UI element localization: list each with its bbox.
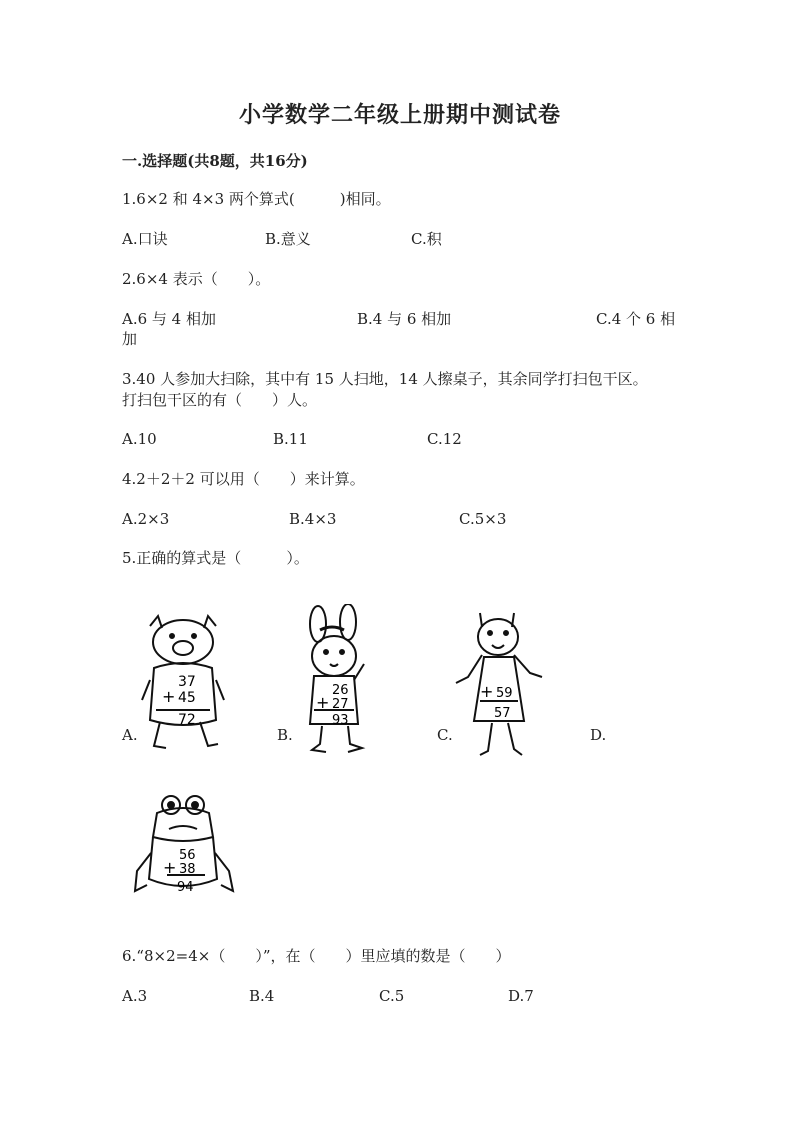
question-1-option-a[interactable]: A.口诀 — [122, 230, 168, 248]
question-6-option-d[interactable]: D.7 — [508, 987, 534, 1005]
rabbit-operator: + — [316, 693, 330, 712]
frog-drawing — [133, 793, 237, 905]
question-1-option-c[interactable]: C.积 — [411, 230, 442, 248]
question-3-option-a[interactable]: A.10 — [122, 430, 157, 448]
frog-result: 94 — [177, 880, 194, 895]
question-5-option-c[interactable]: C. — [437, 726, 453, 744]
question-3-option-b[interactable]: B.11 — [273, 430, 308, 448]
cat-drawing — [452, 605, 546, 761]
question-5-option-a[interactable]: A. — [122, 726, 138, 744]
frog-figure — [133, 793, 237, 905]
question-5-stem: 5.正确的算式是（ ）。 — [122, 549, 309, 567]
question-6-option-a[interactable]: A.3 — [122, 987, 148, 1005]
question-5-option-d[interactable]: D. — [590, 726, 607, 744]
question-1-option-b[interactable]: B.意义 — [265, 230, 311, 248]
question-6-option-c[interactable]: C.5 — [379, 987, 405, 1005]
rabbit-top-number: 26 — [332, 683, 349, 698]
rabbit-result: 93 — [332, 713, 349, 728]
question-3-stem-line-1: 3.40 人参加大扫除，其中有 15 人扫地，14 人擦桌子，其余同学打扫包干区。 — [122, 370, 648, 388]
section-heading: 一.选择题(共8题，共16分) — [122, 152, 308, 170]
pig-figure — [138, 610, 228, 760]
frog-operator: + — [163, 858, 177, 877]
frog-top-number: 56 — [179, 848, 196, 863]
pig-bottom-number: 45 — [178, 690, 196, 706]
question-4-option-b[interactable]: B.4×3 — [289, 510, 337, 528]
question-6-option-b[interactable]: B.4 — [249, 987, 275, 1005]
question-3-stem-line-2: 打扫包干区的有（ ）人。 — [122, 391, 318, 409]
frog-bottom-number: 38 — [179, 862, 196, 877]
pig-result: 72 — [178, 712, 196, 728]
question-4-stem: 4.2＋2＋2 可以用（ ）来计算。 — [122, 470, 365, 488]
question-2-option-c-wrap: 加 — [122, 330, 138, 348]
cat-result: 57 — [494, 706, 511, 721]
question-2-option-b[interactable]: B.4 与 6 相加 — [357, 310, 452, 328]
question-4-option-c[interactable]: C.5×3 — [459, 510, 507, 528]
pig-operator: + — [162, 687, 176, 706]
cat-operator: + — [480, 682, 494, 701]
cat-bottom-number: 59 — [496, 686, 513, 701]
pig-top-number: 37 — [178, 674, 196, 690]
question-6-stem: 6.“8×2=4×（ ）”，在（ ）里应填的数是（ ） — [122, 947, 511, 965]
question-2-stem: 2.6×4 表示（ ）。 — [122, 270, 271, 288]
rabbit-drawing — [296, 604, 376, 758]
rabbit-bottom-number: 27 — [332, 697, 349, 712]
question-1-stem: 1.6×2 和 4×3 两个算式( )相同。 — [122, 190, 391, 208]
question-3-option-c[interactable]: C.12 — [427, 430, 462, 448]
question-4-option-a[interactable]: A.2×3 — [122, 510, 170, 528]
question-5-option-b[interactable]: B. — [277, 726, 293, 744]
pig-drawing — [138, 610, 228, 760]
rabbit-figure — [296, 604, 376, 758]
question-2-option-a[interactable]: A.6 与 4 相加 — [122, 310, 216, 328]
page-title: 小学数学二年级上册期中测试卷 — [238, 102, 561, 128]
question-2-option-c[interactable]: C.4 个 6 相 — [596, 310, 676, 328]
cat-figure — [452, 605, 546, 761]
